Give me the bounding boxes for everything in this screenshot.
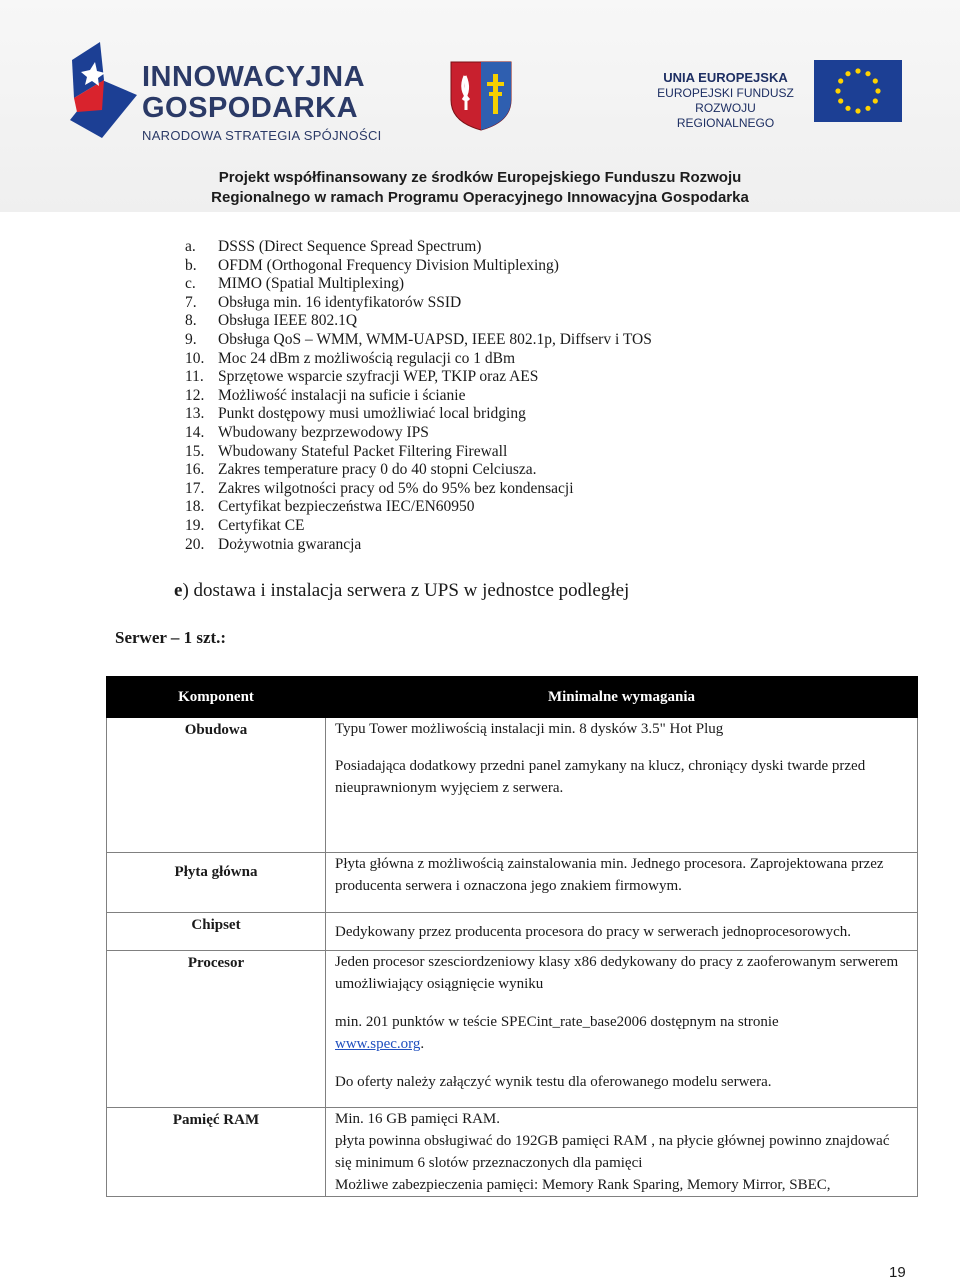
list-item-number: 7. [185, 293, 197, 311]
header-component: Komponent [107, 677, 326, 718]
component-cell: Pamięć RAM [107, 1108, 326, 1197]
requirement-text: Typu Tower możliwością instalacji min. 8 dysków 3.5" Hot Plug [335, 721, 724, 737]
list-item-number: 8. [185, 312, 197, 330]
eu-flag-icon [814, 60, 902, 122]
list-item-number: 14. [185, 423, 205, 441]
list-item [185, 350, 652, 369]
component-cell: Procesor [107, 951, 326, 1108]
list-item-text: Obsługa IEEE 802.1Q [218, 312, 358, 330]
requirement-text: Płyta główna z możliwością zainstalowania min. Jednego procesora. Zaprojektowana przez producenta serwera i oznaczona jego znakiem firmowym. [335, 856, 884, 894]
component-cell: Płyta główna [107, 853, 326, 913]
server-spec-table [106, 676, 918, 1197]
list-item-number: 20. [185, 535, 205, 553]
component-cell: Obudowa [107, 718, 326, 853]
list-item-number: 15. [185, 442, 205, 460]
eu-star [838, 98, 843, 103]
list-item-number: 10. [185, 349, 205, 367]
eu-star [855, 68, 860, 73]
list-item [185, 536, 652, 555]
list-item [185, 517, 652, 536]
requirement-text: Do oferty należy załączyć wynik testu dla oferowanego modelu serwera. [335, 1074, 772, 1090]
list-item-text: Moc 24 dBm z możliwością regulacji co 1 dBm [218, 349, 516, 367]
header-requirements: Minimalne wymagania [326, 677, 918, 718]
eu-star [873, 98, 878, 103]
list-item-number: c. [185, 275, 196, 293]
requirement-text: płyta powinna obsługiwać do 192GB pamięci RAM , na płycie głównej powinno znajdować się minimum 6 slotów przeznaczonych dla pamięci [335, 1133, 890, 1171]
list-item-text: DSSS (Direct Sequence Spread Spectrum) [218, 238, 482, 255]
project-line-2: Regionalnego w ramach Programu Operacyjnego Innowacyjna Gospodarka [211, 189, 749, 206]
logo-line-2: GOSPODARKA [142, 92, 359, 124]
list-item-number: 18. [185, 498, 205, 516]
list-item [185, 498, 652, 517]
requirement-text: Jeden procesor szesciordzeniowy klasy x86 dedykowany do pracy z zaoferowanym serwerem umożliwiający osiągnięcie wyniku [335, 954, 899, 992]
project-line-1: Projekt współfinansowany ze środków Europejskiego Funduszu Rozwoju [218, 169, 742, 186]
list-item [185, 294, 652, 313]
spec-org-link[interactable]: www.spec.org [335, 1036, 421, 1052]
logo-line-1: INNOWACYJNA [142, 61, 366, 93]
requirements-cell [326, 718, 918, 853]
eu-wordmark [648, 70, 803, 131]
section-letter: e [174, 580, 183, 601]
requirements-list [185, 238, 652, 554]
list-item [185, 387, 652, 406]
link-period: . [420, 1036, 425, 1052]
eu-star [838, 78, 843, 83]
requirements-cell [326, 853, 918, 913]
requirements-cell [326, 1108, 918, 1197]
list-item-text: Zakres wilgotności pracy od 5% do 95% bez kondensacji [218, 479, 574, 497]
eu-star [865, 71, 870, 76]
list-item [185, 275, 652, 294]
list-item [185, 461, 652, 480]
innowacyjna-gospodarka-wordmark [142, 62, 382, 143]
table-row-plyta-glowna [107, 853, 918, 913]
requirement-text: Min. 16 GB pamięci RAM. [335, 1111, 500, 1127]
list-item [185, 368, 652, 387]
list-item [185, 424, 652, 443]
requirements-cell [326, 951, 918, 1108]
list-item [185, 480, 652, 499]
requirement-text: Możliwe zabezpieczenia pamięci: Memory Rank Sparing, Memory Mirror, SBEC, [335, 1177, 831, 1193]
eu-star [845, 106, 850, 111]
list-item-number: 13. [185, 405, 205, 423]
page-number: 19 [889, 1264, 906, 1281]
list-item-text: Wbudowany bezprzewodowy IPS [218, 423, 429, 441]
table-row-pamiec-ram [107, 1108, 918, 1197]
eu-star [873, 78, 878, 83]
list-item-number: b. [185, 256, 197, 274]
header-banner [0, 0, 960, 212]
list-item-text: Wbudowany Stateful Packet Filtering Firewall [218, 442, 508, 460]
eu-star [835, 88, 840, 93]
list-item-number: 16. [185, 461, 205, 479]
list-item-text: Certyfikat CE [218, 516, 305, 534]
table-header-row [107, 677, 918, 718]
list-item-text: Obsługa min. 16 identyfikatorów SSID [218, 293, 462, 311]
table-row-procesor [107, 951, 918, 1108]
eu-star [875, 88, 880, 93]
requirement-link-line [335, 1033, 909, 1055]
list-item-text: Punkt dostępowy musi umożliwiać local bridging [218, 405, 526, 423]
table-row-obudowa [107, 718, 918, 853]
requirement-text: Posiadająca dodatkowy przedni panel zamykany na klucz, chroniący dyski twarde przed nieuprawnionym wyjęciem z serwera. [335, 758, 866, 796]
section-title: ) dostawa i instalacja serwera z UPS w jednostce podległej [182, 580, 630, 601]
project-statement [0, 168, 960, 208]
list-item [185, 257, 652, 276]
list-item [185, 312, 652, 331]
table-row-chipset [107, 913, 918, 951]
server-heading: Serwer – 1 szt.: [115, 628, 227, 647]
list-item [185, 238, 652, 257]
list-item-number: 11. [185, 368, 204, 386]
eu-line-1: UNIA EUROPEJSKA [663, 70, 788, 85]
section-heading-e [174, 580, 629, 602]
list-item-text: Możliwość instalacji na suficie i ścianie [218, 386, 466, 404]
logo-line-3: NARODOWA STRATEGIA SPÓJNOŚCI [142, 128, 382, 143]
list-item-number: 9. [185, 330, 197, 348]
list-item [185, 443, 652, 462]
list-item-number: 17. [185, 479, 205, 497]
requirement-text: min. 201 punktów w teście SPECint_rate_base2006 dostępnym na stronie [335, 1014, 779, 1030]
eu-star [845, 71, 850, 76]
eu-star [855, 108, 860, 113]
eu-line-3: ROZWOJU REGIONALNEGO [676, 101, 775, 130]
list-item-text: Sprzętowe wsparcie szyfracji WEP, TKIP oraz AES [218, 368, 539, 386]
eu-star [865, 106, 870, 111]
list-item-text: Zakres temperature pracy 0 do 40 stopni Celciusza. [218, 461, 537, 479]
requirement-text: Dedykowany przez producenta procesora do pracy w serwerach jednoprocesorowych. [335, 923, 852, 940]
list-item-text: MIMO (Spatial Multiplexing) [218, 275, 404, 293]
list-item-text: Obsługa QoS – WMM, WMM-UAPSD, IEEE 802.1p, Diffserv i TOS [218, 330, 652, 348]
component-cell: Chipset [107, 913, 326, 951]
eu-line-2: EUROPEJSKI FUNDUSZ [657, 86, 794, 100]
list-item-number: 12. [185, 386, 205, 404]
voivodeship-crest-icon [449, 60, 513, 132]
innowacyjna-gospodarka-logo [62, 40, 152, 140]
list-item-text: OFDM (Orthogonal Frequency Division Multiplexing) [218, 256, 559, 274]
list-item-text: Dożywotnia gwarancja [218, 535, 362, 553]
list-item-text: Certyfikat bezpieczeństwa IEC/EN60950 [218, 498, 475, 516]
list-item [185, 331, 652, 350]
list-item-number: 19. [185, 516, 205, 534]
requirements-cell [326, 913, 918, 951]
list-item [185, 405, 652, 424]
list-item-number: a. [185, 238, 196, 255]
